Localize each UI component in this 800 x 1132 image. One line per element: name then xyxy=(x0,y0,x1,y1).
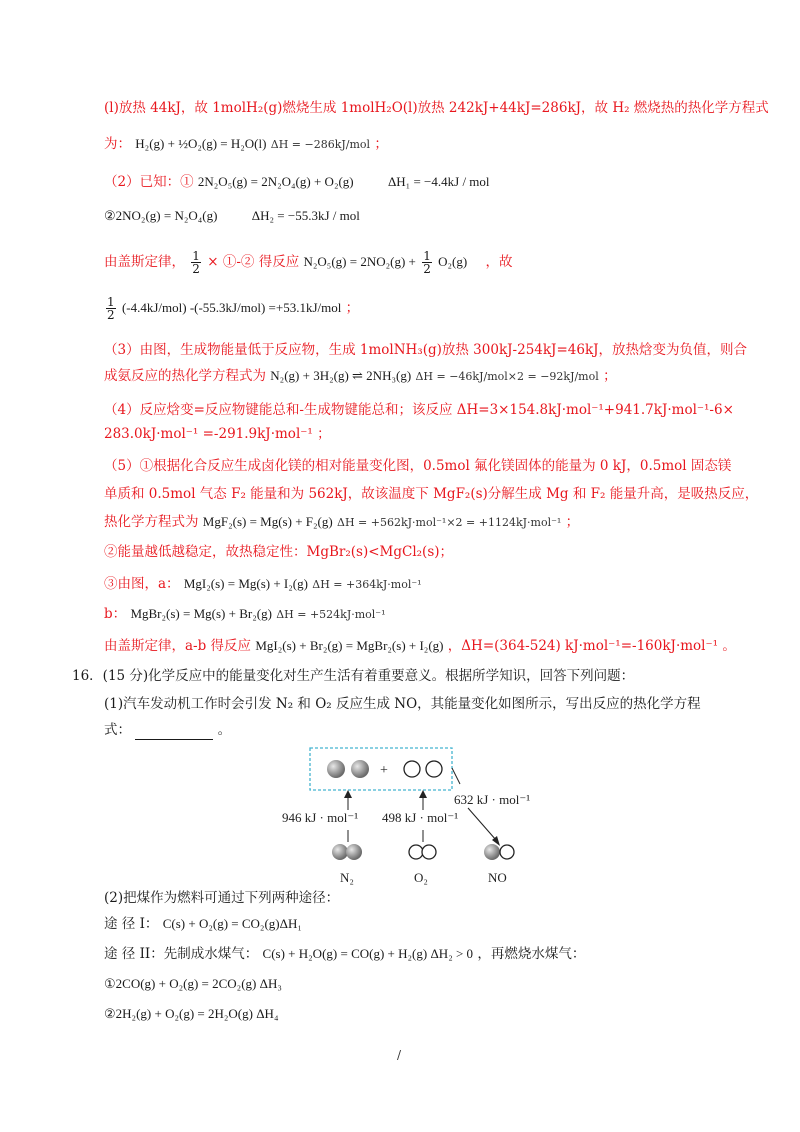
answer-line-11 xyxy=(104,456,731,476)
n2-arrow-head xyxy=(344,790,352,798)
enthalpy-value: ΔH = +524kJ·mol⁻¹ xyxy=(276,608,386,621)
fraction-num: 1 xyxy=(107,295,115,309)
punctuation: ； xyxy=(345,300,360,316)
o2-bond-energy: 498 kJ · mol⁻¹ xyxy=(382,810,459,825)
question-text: 途 径 II：先制成水煤气： xyxy=(104,946,259,962)
n2-molecule-atom xyxy=(332,844,348,860)
answer-line-15 xyxy=(104,574,422,595)
question-16-part2-line1 xyxy=(104,888,339,908)
answer-line-6 xyxy=(104,296,359,321)
answer-text: ，ΔH=(364-524) kJ·mol⁻¹=-160kJ·mol⁻¹ 。 xyxy=(447,638,736,654)
enthalpy-value: ΔH₁ = −4.4kJ / mol xyxy=(387,174,490,189)
label-no: NO xyxy=(488,870,507,885)
answer-text: ③由图，a： xyxy=(104,576,180,592)
equation-text: ②2H₂(g) + O₂(g) = 2H₂O(g) ΔH₄ xyxy=(104,1006,279,1021)
answer-blank[interactable] xyxy=(135,725,213,740)
no-bond-energy: 632 kJ · mol⁻¹ xyxy=(454,792,530,807)
equation-route1: C(s) + O₂(g) = CO₂(g)ΔH₁ xyxy=(162,916,302,931)
answer-text: （5）①根据化合反应生成卤化镁的相对能量变化图，0.5mol 氟化镁固体的能量为 0 kJ，0.5mol 固态镁 xyxy=(104,458,732,474)
answer-line-3 xyxy=(104,172,490,192)
fraction-half xyxy=(106,296,116,321)
answer-text: b： xyxy=(104,606,127,622)
answer-text: 为： xyxy=(104,136,131,152)
question-text: (2)把煤作为燃料可通过下列两种途径： xyxy=(104,890,340,906)
equation-mgf2: MgF₂(s) = Mg(s) + F₂(g) xyxy=(202,514,333,529)
answer-text: 热化学方程式为 xyxy=(104,514,199,530)
equation-mgbr2: MgBr₂(s) = Mg(s) + Br₂(g) xyxy=(130,606,272,621)
answer-line-16 xyxy=(104,604,386,625)
answer-text: 由盖斯定律， xyxy=(104,254,185,270)
equation-hess: MgI₂(s) + Br₂(g) = MgBr₂(s) + I₂(g) xyxy=(255,638,444,653)
label-n2: N₂ xyxy=(340,870,354,885)
fraction-half xyxy=(422,250,432,275)
answer-text: 由盖斯定律，a-b 得反应 xyxy=(104,638,252,654)
label-o2: O₂ xyxy=(414,870,428,885)
answer-line-2 xyxy=(104,134,388,155)
question-text: ，再燃烧水煤气： xyxy=(477,946,586,962)
equation-mgi2: MgI₂(s) = Mg(s) + I₂(g) xyxy=(183,576,308,591)
punctuation: ； xyxy=(374,136,388,152)
o2-molecule-atom xyxy=(409,845,423,859)
plus-sign: + xyxy=(380,763,388,778)
answer-text: 成氨反应的热化学方程式为 xyxy=(104,368,266,384)
answer-line-17 xyxy=(104,636,736,656)
n2-bond-energy: 946 kJ · mol⁻¹ xyxy=(282,810,359,825)
route-2 xyxy=(104,944,585,964)
answer-text: ②能量越低越稳定，故热稳定性：MgBr₂(s)<MgCl₂(s)； xyxy=(104,544,454,560)
equation-h2-combustion: H₂(g) + ½O₂(g) = H₂O(l) xyxy=(135,136,267,151)
o2-arrow-head xyxy=(419,790,427,798)
question-text: 途 径 I： xyxy=(104,916,159,932)
n-atom xyxy=(327,760,345,778)
o2-molecule-atom xyxy=(422,845,436,859)
no-molecule-n-atom xyxy=(484,844,500,860)
equation-part: O₂(g) xyxy=(438,254,468,269)
equation-route2: C(s) + H₂O(g) = CO(g) + H₂(g) ΔH₂ > 0 xyxy=(262,946,474,961)
fraction-num: 1 xyxy=(423,249,431,263)
route-1 xyxy=(104,914,302,934)
question-16-part1-line2 xyxy=(104,720,231,740)
answer-text: 单质和 0.5mol 气态 F₂ 能量和为 562kJ，故该温度下 MgF₂(s)分解生成 Mg 和 F₂ 能量升高，是吸热反应， xyxy=(104,486,759,502)
answer-line-5 xyxy=(104,250,513,275)
answer-line-7 xyxy=(104,340,747,360)
fraction-den: 2 xyxy=(107,308,115,322)
fraction-num: 1 xyxy=(192,249,200,263)
equation-text: ①2CO(g) + O₂(g) = 2CO₂(g) ΔH₃ xyxy=(104,976,282,991)
o-atom xyxy=(404,761,420,777)
answer-text: （4）反应焓变=反应物键能总和-生成物键能总和；该反应 ΔH=3×154.8kJ·mol⁻¹+941.7kJ·mol⁻¹-6× xyxy=(104,402,734,418)
equation-co-combustion xyxy=(104,974,282,994)
answer-text: (l)放热 44kJ，故 1molH₂(g)燃烧生成 1molH₂O(l)放热 242kJ+44kJ=286kJ，故 H₂ 燃烧热的热化学方程式 xyxy=(104,100,769,116)
enthalpy-value: ΔH = +562kJ·mol⁻¹×2 = +1124kJ·mol⁻¹ xyxy=(337,516,562,529)
equation-n2o5: 2N₂O₅(g) = 2N₂O₄(g) + O₂(g) xyxy=(197,174,354,189)
answer-line-8 xyxy=(104,366,617,387)
question-16-part1-line1 xyxy=(104,694,701,714)
no-arrow xyxy=(468,808,496,840)
page-number: / xyxy=(397,1048,402,1062)
answer-text: （2）已知：① xyxy=(104,174,194,190)
answer-line-1 xyxy=(104,98,769,118)
fraction-den: 2 xyxy=(423,262,431,276)
answer-line-4 xyxy=(104,206,360,226)
question-text: 16．(15 分)化学反应中的能量变化对生产生活有着重要意义。根据所学知识，回答下列问题： xyxy=(72,668,635,684)
equation-n2o5-decomp: N₂O₅(g) = 2NO₂(g) + xyxy=(303,254,416,269)
n2-molecule-atom xyxy=(346,844,362,860)
fraction-den: 2 xyxy=(192,262,200,276)
no-arrow-upper xyxy=(452,768,460,784)
bond-energy-diagram xyxy=(278,744,530,892)
punctuation: ； xyxy=(603,368,617,384)
enthalpy-value: ΔH = −46kJ/mol×2 = −92kJ/mol xyxy=(415,370,599,383)
answer-line-9 xyxy=(104,400,734,420)
n-atom xyxy=(351,760,369,778)
calculation: (-4.4kJ/mol) -(-55.3kJ/mol) =+53.1kJ/mol xyxy=(121,300,342,315)
answer-text: 283.0kJ·mol⁻¹ =-291.9kJ·mol⁻¹ ； xyxy=(104,426,331,442)
fraction-half xyxy=(191,250,201,275)
answer-line-10 xyxy=(104,424,331,444)
answer-line-13 xyxy=(104,512,579,533)
answer-text: × ①-② 得反应 xyxy=(207,254,300,270)
question-16-header xyxy=(72,666,634,686)
answer-text: （3）由图，生成物能量低于反应物，生成 1molNH₃(g)放热 300kJ-254kJ=46kJ，放热焓变为负值，则合 xyxy=(104,342,748,358)
answer-text: ，故 xyxy=(485,254,513,270)
enthalpy-value: ΔH₂ = −55.3kJ / mol xyxy=(251,208,360,223)
question-text: (1)汽车发动机工作时会引发 N₂ 和 O₂ 反应生成 NO，其能量变化如图所示，写出反应的热化学方程 xyxy=(104,696,701,712)
answer-line-14 xyxy=(104,542,453,562)
answer-line-12 xyxy=(104,484,758,504)
question-text: 式： xyxy=(104,722,131,738)
o-atom xyxy=(426,761,442,777)
punctuation: ； xyxy=(565,514,580,530)
equation-nh3: N₂(g) + 3H₂(g) ⇌ 2NH₃(g) xyxy=(270,368,412,383)
punctuation: 。 xyxy=(217,722,232,738)
enthalpy-value: ΔH = +364kJ·mol⁻¹ xyxy=(312,578,422,591)
no-molecule-o-atom xyxy=(500,845,514,859)
equation-no2: ②2NO₂(g) = N₂O₄(g) xyxy=(104,208,218,223)
equation-h2-combustion-q xyxy=(104,1004,278,1024)
enthalpy-value: ΔH = −286kJ/mol xyxy=(270,138,371,151)
